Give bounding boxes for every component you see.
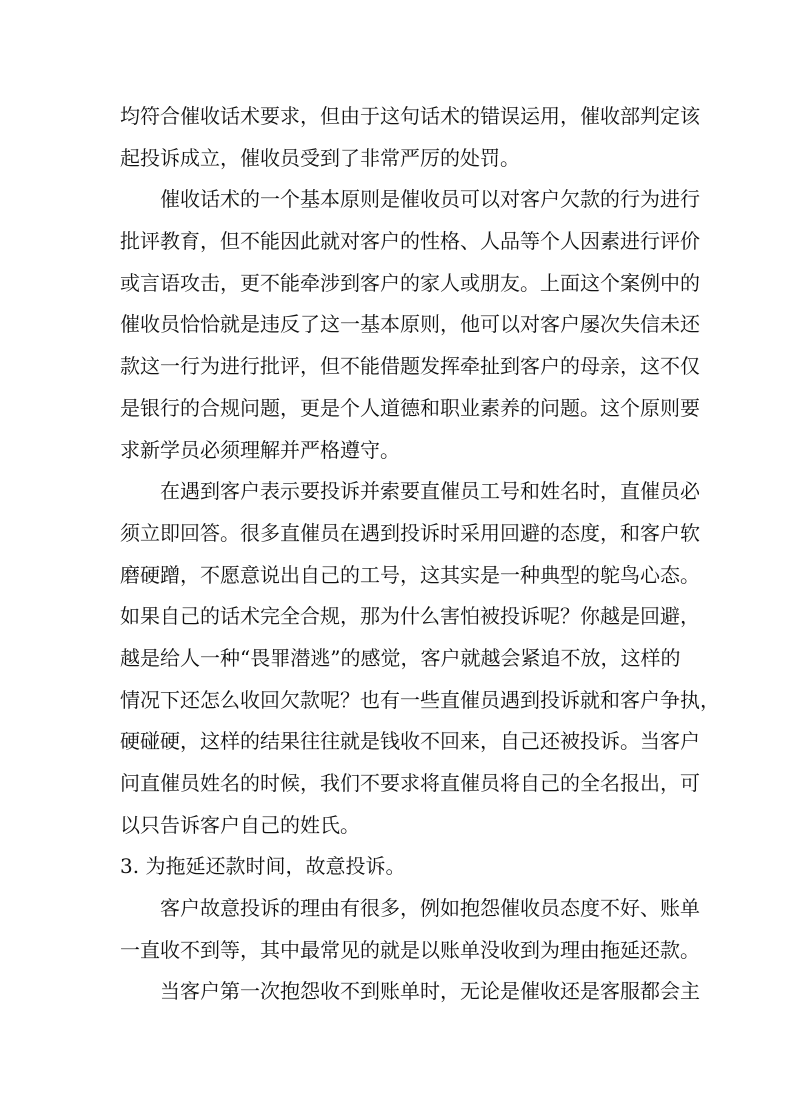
text-line: 是银行的合规问题，更是个人道德和职业素养的问题。这个原则要 (120, 395, 700, 420)
text-line: 磨硬蹭，不愿意说出自己的工号，这其实是一种典型的鸵鸟心态。 (120, 562, 700, 587)
text-line: 问直催员姓名的时候，我们不要求将直催员将自己的全名报出，可 (120, 771, 700, 795)
text-line: 越是给人一种“畏罪潜逃”的感觉，客户就越会紧追不放，这样的 (120, 645, 681, 670)
paragraph-first-line: 客户故意投诉的理由有很多，例如抱怨催收员态度不好、账单 (160, 896, 700, 921)
document-page (120, 96, 720, 1013)
text-line: 款这一行为进行批评，但不能借题发挥牵扯到客户的母亲，这不仅 (120, 354, 700, 379)
text-line: 均符合催收话术要求，但由于这句话术的错误运用，催收部判定该 (120, 104, 700, 128)
paragraph-first-line: 催收话术的一个基本原则是催收员可以对客户欠款的行为进行 (160, 187, 700, 212)
text-line: 以只告诉客户自己的姓氏。 (120, 812, 360, 837)
paragraph-first-line: 当客户第一次抱怨收不到账单时，无论是催收还是客服都会主 (160, 979, 700, 1004)
text-line: 如果自己的话术完全合规，那为什么害怕被投诉呢？你越是回避， (120, 604, 700, 629)
text-line: 一直收不到等，其中最常见的就是以账单没收到为理由拖延还款。 (120, 937, 700, 962)
text-line: 3. 为拖延还款时间，故意投诉。 (120, 854, 406, 879)
text-line: 求新学员必须理解并严格遵守。 (120, 437, 400, 462)
text-line: 须立即回答。很多直催员在遇到投诉时采用回避的态度，和客户软 (120, 520, 700, 545)
text-line: 硬碰硬，这样的结果往往就是钱收不回来，自己还被投诉。当客户 (120, 729, 700, 754)
paragraph-first-line: 在遇到客户表示要投诉并索要直催员工号和姓名时，直催员必 (160, 479, 700, 504)
text-line: 起投诉成立，催收员受到了非常严厉的处罚。 (120, 145, 520, 170)
text-line: 批评教育，但不能因此就对客户的性格、人品等个人因素进行评价 (120, 229, 700, 254)
text-line: 催收员恰恰就是违反了这一基本原则，他可以对客户屡次失信未还 (120, 312, 700, 337)
text-line: 情况下还怎么收回欠款呢？也有一些直催员遇到投诉就和客户争执， (120, 687, 720, 712)
text-line: 或言语攻击，更不能牵涉到客户的家人或朋友。上面这个案例中的 (120, 270, 700, 295)
